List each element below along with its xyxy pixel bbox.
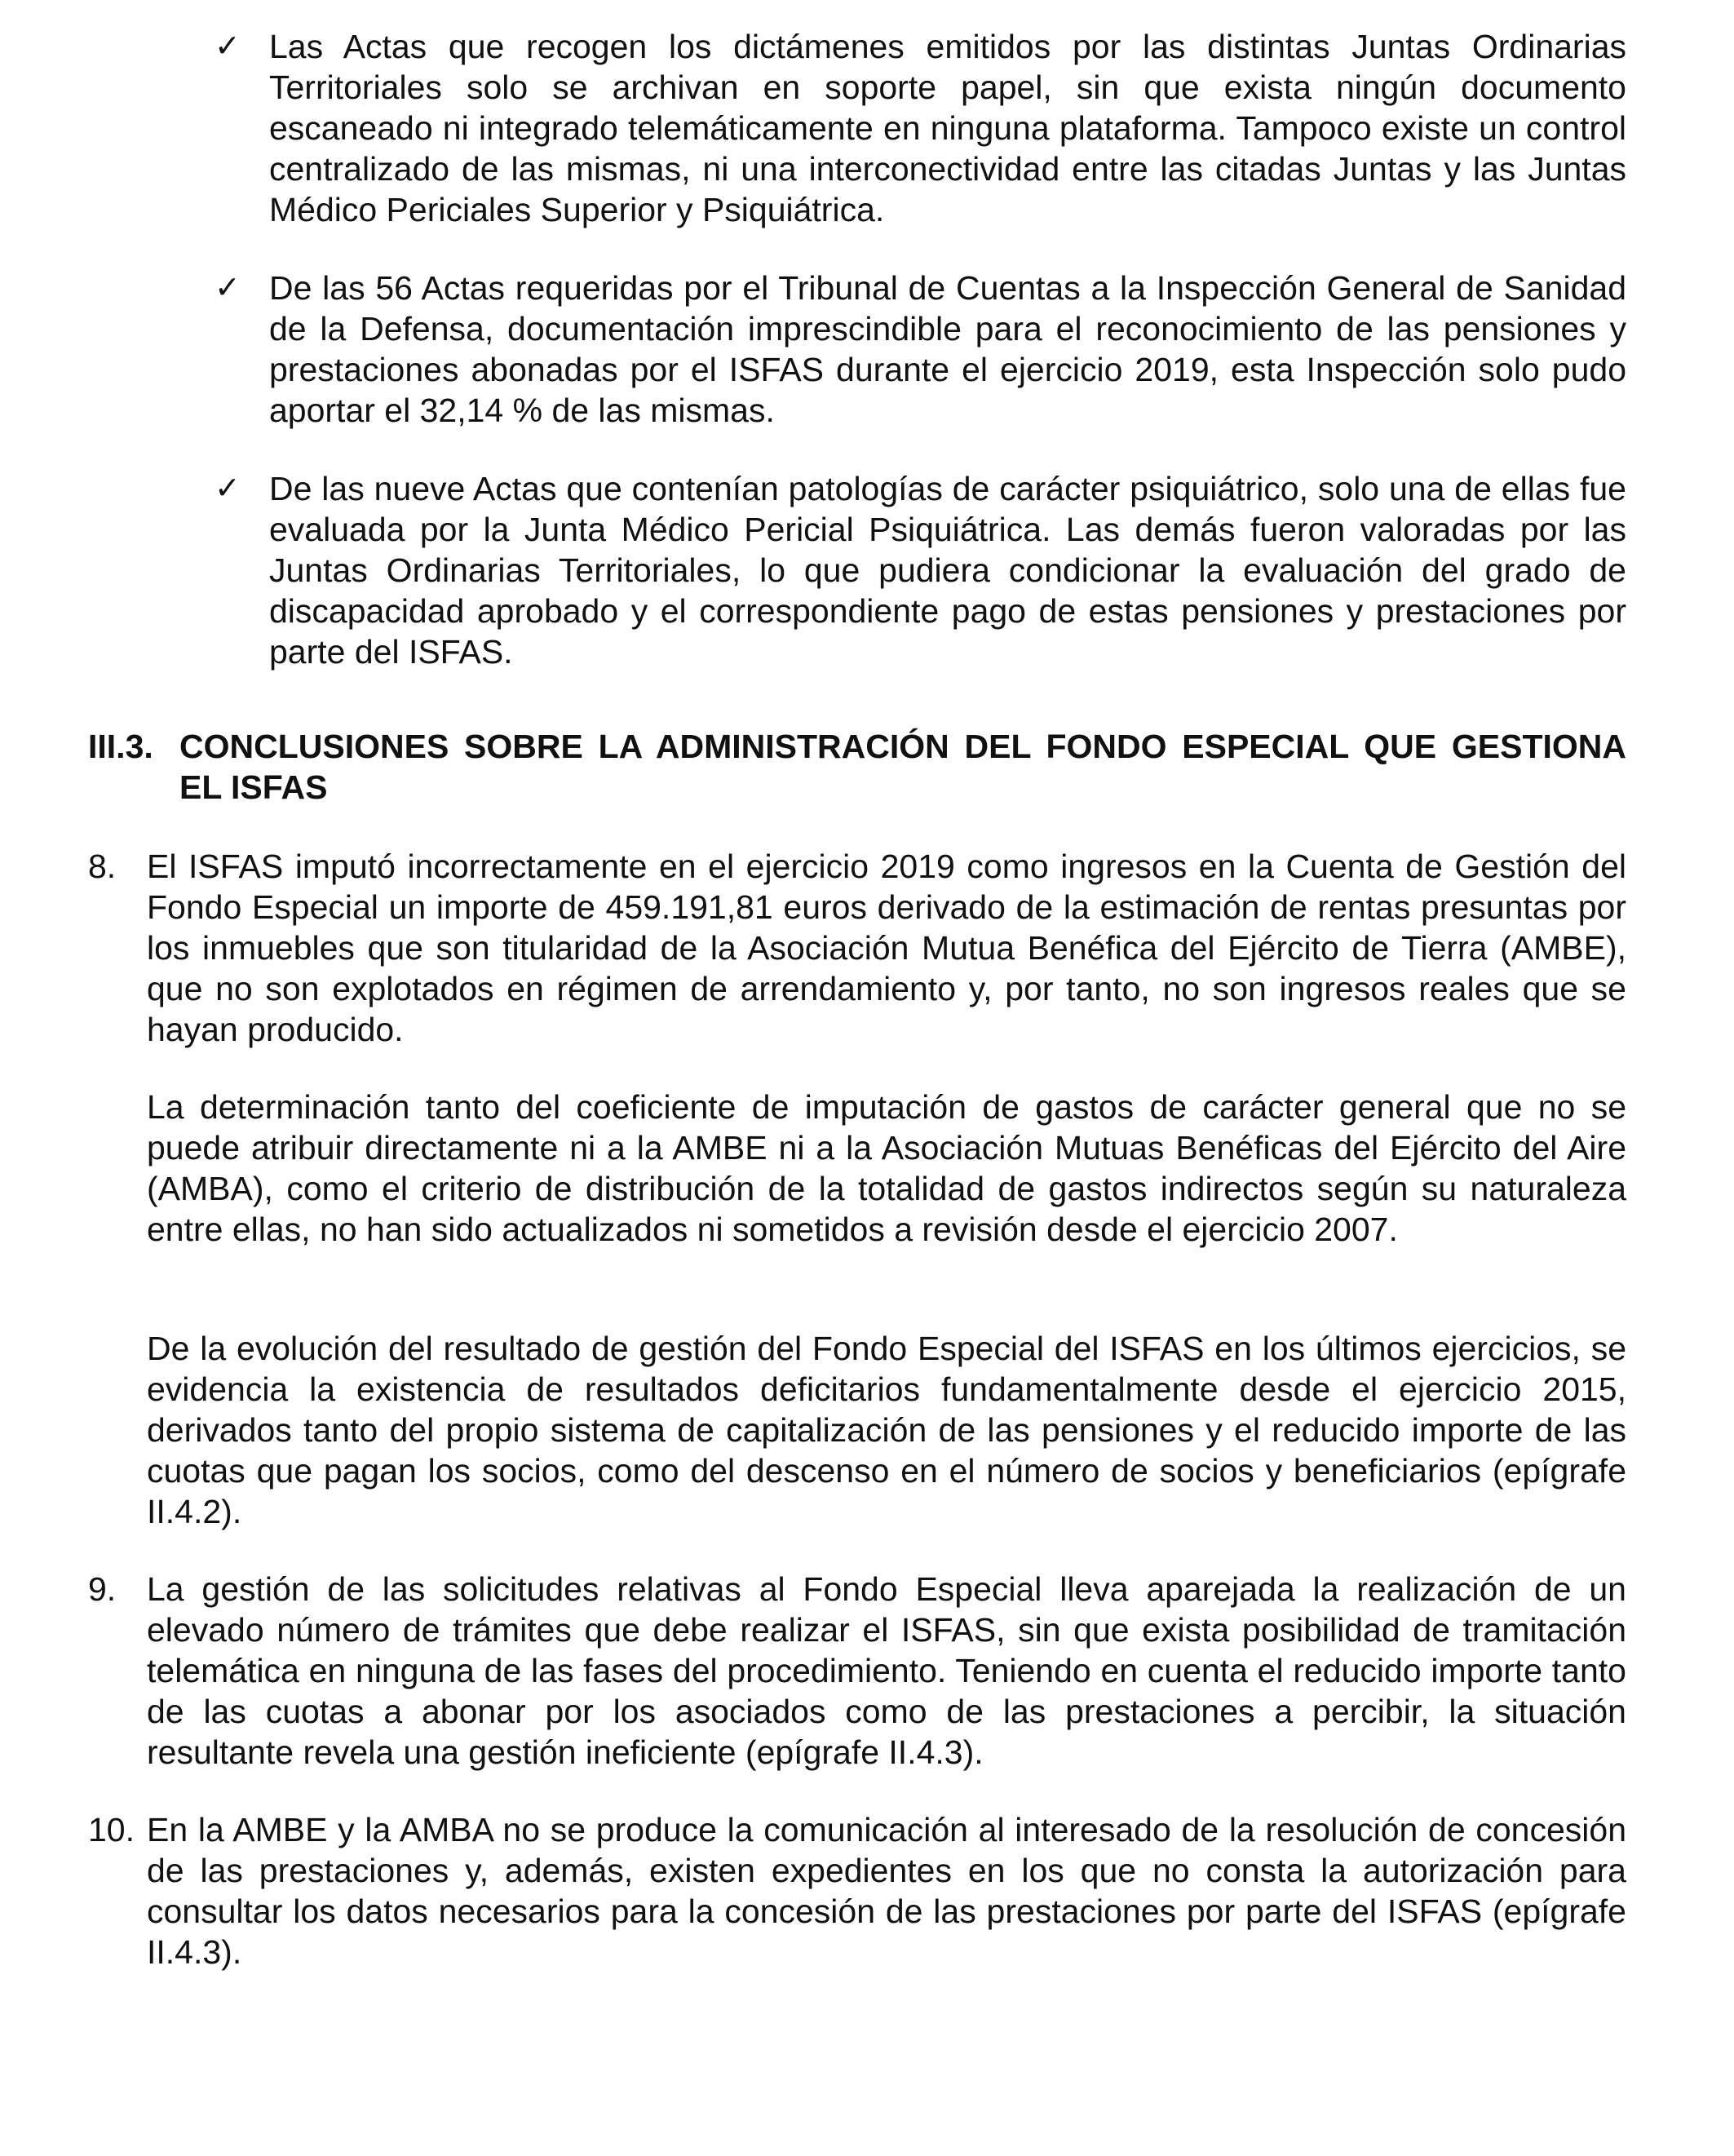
checkmark-icon: ✓ [215,271,241,305]
conclusion-number: 10. [88,1811,135,1848]
conclusion-paragraph: La determinación tanto del coeficiente de imputación de gastos de carácter general que no se puede atribuir directamente ni a la AMBE ni a la Asociación Mutuas Benéficas del Ejército del Aire (AMBA), como el criterio de distribución de la totalidad de gastos indirectos según su naturaleza entre ellas, no han sido actualizados ni sometidos a revisión desde el ejercicio 2007. [147,1088,1626,1248]
conclusion-paragraph: En la AMBE y la AMBA no se produce la comunicación al interesado de la resolución de concesión de las prestaciones y, además, existen expedientes en los que no consta la autorización para consultar los datos necesarios para la concesión de las prestaciones por parte del ISFAS (epígrafe II.4.3). [147,1811,1626,1971]
conclusion-number: 9. [88,1570,117,1608]
conclusion-paragraph: De la evolución del resultado de gestión del Fondo Especial del ISFAS en los últimos ejercicios, se evidencia la existencia de resultados deficitarios fundamentalmente desde el ejercicio 2015, derivados tanto del propio sistema de capitalización de las pensiones y el reducido importe de las cuotas que pagan los socios, como del descenso en el número de socios y beneficiarios (epígrafe II.4.2). [147,1330,1626,1530]
conclusion-number: 8. [88,848,117,885]
checkmark-icon: ✓ [215,471,241,506]
checkmark-icon: ✓ [215,29,241,64]
conclusion-paragraph: La gestión de las solicitudes relativas al Fondo Especial lleva aparejada la realización de un elevado número de trámites que debe realizar el ISFAS, sin que exista posibilidad de tramitación telemática en ninguna de las fases del procedimiento. Teniendo en cuenta el reducido importe tanto de las cuotas a abonar por los asociados como de las prestaciones a percibir, la situación resultante revela una gestión ineficiente (epígrafe II.4.3). [147,1570,1626,1771]
check-item: Las Actas que recogen los dictámenes emitidos por las distintas Juntas Ordinarias Territoriales solo se archivan en soporte papel, sin que exista ningún documento escaneado ni integrado telemáticamente en ninguna plataforma. Tampoco existe un control centralizado de las mismas, ni una interconectividad entre las citadas Juntas y las Juntas Médico Periciales Superior y Psiquiátrica. [269,28,1626,228]
conclusion-paragraph: El ISFAS imputó incorrectamente en el ejercicio 2019 como ingresos en la Cuenta de Gestión del Fondo Especial un importe de 459.191,81 euros derivado de la estimación de rentas presuntas por los inmuebles que son titularidad de la Asociación Mutua Benéfica del Ejército de Tierra (AMBE), que no son explotados en régimen de arrendamiento y, por tanto, no son ingresos reales que se hayan producido. [147,848,1626,1048]
check-item: De las nueve Actas que contenían patologías de carácter psiquiátrico, solo una de ellas fue evaluada por la Junta Médico Pericial Psiquiátrica. Las demás fueron valoradas por las Juntas Ordinarias Territoriales, lo que pudiera condicionar la evaluación del grado de discapacidad aprobado y el correspondiente pago de estas pensiones y prestaciones por parte del ISFAS. [269,470,1626,671]
section-number: III.3. [88,728,153,765]
check-item: De las 56 Actas requeridas por el Tribunal de Cuentas a la Inspección General de Sanidad de la Defensa, documentación imprescindible para el reconocimiento de las pensiones y prestaciones abonadas por el ISFAS durante el ejercicio 2019, esta Inspección solo pudo aportar el 32,14 % de las mismas. [269,269,1626,429]
section-title: CONCLUSIONES SOBRE LA ADMINISTRACIÓN DEL FONDO ESPECIAL QUE GESTIONA EL ISFAS [179,728,1626,806]
